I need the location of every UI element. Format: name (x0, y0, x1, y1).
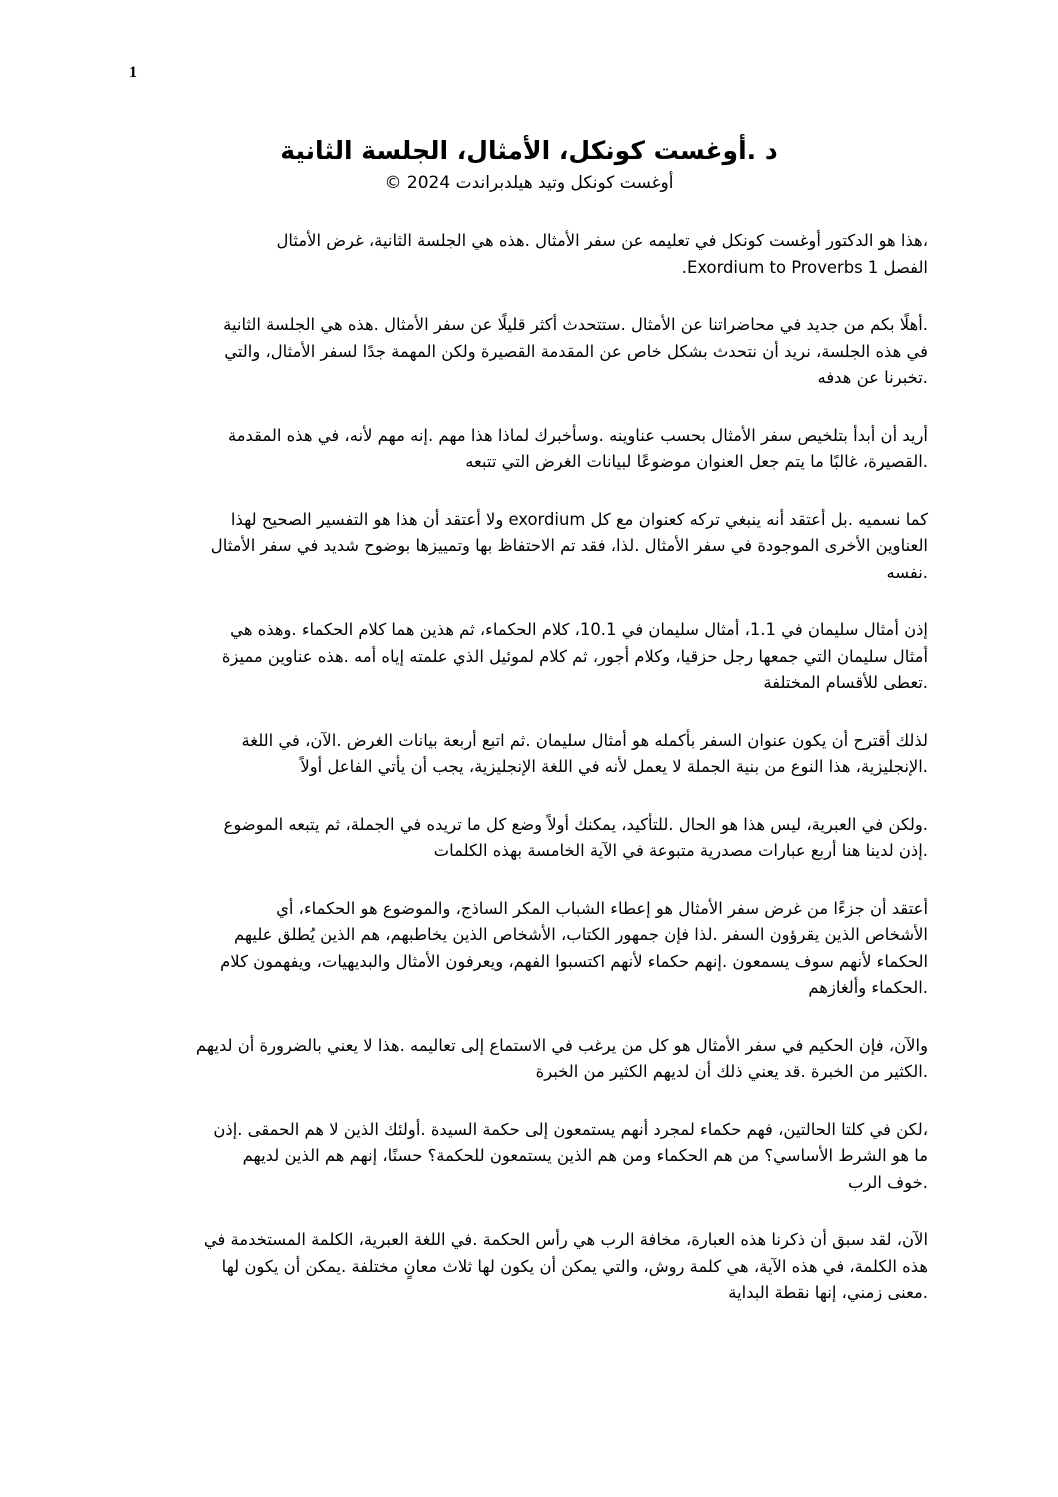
paragraph-line: الحكماء لأنهم سوف يسمعون .إنهم حكماء لأنهم اكتسبوا الفهم، ويعرفون الأمثال والبديهيات، ويفهمون كلام (220, 951, 928, 971)
paragraph (132, 228, 928, 281)
paragraph (132, 507, 928, 587)
paragraph-line: هذه الكلمة، في هذه الآية، هي كلمة روش، والتي يمكن أن يكون لها ثلاث معانٍ مختلفة .يمكن أن يكون لها (221, 1256, 928, 1276)
paragraph-line: العناوين الأخرى الموجودة في سفر الأمثال .لذا، فقد تم الاحتفاظ بها وتمييزها بوضوح شديد في سفر الأمثال (210, 536, 928, 555)
copyright-line: أوغست كونكل وتيد هيلدبراندت 2024 © (384, 173, 674, 193)
page-number: 1 (129, 64, 137, 81)
paragraph-line: .تخبرنا عن هدفه (817, 368, 928, 387)
paragraph-line: لذلك أقترح أن يكون عنوان السفر بأكمله هو أمثال سليمان .ثم اتبع أربعة بيانات الغرض .الآن، في اللغة (241, 730, 928, 750)
paragraph-line: .ولكن في العبرية، ليس هذا هو الحال .للتأكيد، يمكنك أولاً وضع كل ما تريده في الجملة، ثم يتبعه الموضوع (223, 814, 928, 834)
paragraph-line: .نفسه (886, 562, 928, 582)
paragraph (132, 896, 928, 1002)
paragraph-line: أمثال سليمان التي جمعها رجل حزقيا، وكلام أجور، ثم كلام لموئيل الذي علمته إياه أمه .هذه عناوين مميزة (221, 646, 928, 666)
paragraph (132, 617, 928, 697)
paragraph (132, 312, 928, 392)
paragraph-line: إذن أمثال سليمان في 1.1، أمثال سليمان في 10.1، كلام الحكماء، ثم هذين هما كلام الحكماء .وهذه هي (230, 620, 928, 639)
paragraph-line: .معنى زمني، إنها نقطة البداية (728, 1283, 928, 1302)
paragraph-line: أعتقد أن جزءًا من غرض سفر الأمثال هو إعطاء الشباب المكر الساذج، والموضوع هو الحكماء، أي (276, 898, 928, 918)
paragraph (132, 812, 928, 865)
paragraph (132, 423, 928, 476)
paragraph-line: أريد أن أبدأ بتلخيص سفر الأمثال بحسب عناوينه .وسأخبرك لماذا هذا مهم .إنه مهم لأنه، في هذه المقدمة (227, 425, 928, 445)
document-header (0, 132, 1058, 196)
paragraph-line: .القصيرة، غالبًا ما يتم جعل العنوان موضوعًا لبيانات الغرض التي تتبعه (465, 452, 928, 471)
paragraph-line: .تعطى للأقسام المختلفة (763, 673, 928, 692)
paragraph-line: والآن، فإن الحكيم في سفر الأمثال هو كل من يرغب في الاستماع إلى تعاليمه .هذا لا يعني بالضرورة أن لديهم (195, 1035, 928, 1055)
paragraph-line: .الإنجليزية، هذا النوع من بنية الجملة لا يعمل لأنه في اللغة الإنجليزية، يجب أن يأتي الفاعل أولاً (300, 757, 928, 776)
paragraph (132, 1117, 928, 1197)
paragraph-line: ،هذا هو الدكتور أوغست كونكل في تعليمه عن سفر الأمثال .هذه هي الجلسة الثانية، غرض الأمثال (276, 231, 928, 250)
paragraph-line: الآن، لقد سبق أن ذكرنا هذه العبارة، مخافة الرب هي رأس الحكمة .في اللغة العبرية، الكلمة المستخدمة في (203, 1230, 928, 1249)
paragraph-line: ما هو الشرط الأساسي؟ من هم الحكماء ومن هم الذين يستمعون للحكمة؟ حسنًا، إنهم هم الذين لديهم (242, 1146, 928, 1165)
paragraph-line: .خوف الرب (847, 1172, 928, 1192)
document-title: د .أوغست كونكل، الأمثال، الجلسة الثانية (280, 136, 778, 165)
paragraph (132, 728, 928, 781)
paragraph (132, 1227, 928, 1307)
paragraph-line: ،لكن في كلتا الحالتين، فهم حكماء لمجرد أنهم يستمعون إلى حكمة السيدة .أولئك الذين لا هم الحمقى .إذن (213, 1119, 928, 1139)
paragraph-line: .أهلًا بكم من جديد في محاضراتنا عن الأمثال .ستتحدث أكثر قليلًا عن سفر الأمثال .هذه هي الجلسة الثانية (223, 315, 928, 334)
paragraph-line: .إذن لدينا هنا أربع عبارات مصدرية متبوعة في الآية الخامسة بهذه الكلمات (433, 841, 928, 860)
paragraph-line: الفصل Exordium to Proverbs 1. (681, 257, 928, 277)
paragraph (132, 1033, 928, 1086)
paragraph-line: .الحكماء وألغازهم (808, 978, 928, 997)
document-body (132, 228, 928, 1338)
paragraph-line: .الكثير من الخبرة .قد يعني ذلك أن لديهم الكثير من الخبرة (535, 1062, 928, 1081)
paragraph-line: الأشخاص الذين يقرؤون السفر .لذا فإن جمهور الكتاب، الأشخاص الذين يخاطبهم، هم الذين يُطلق عليهم (233, 925, 928, 944)
paragraph-line: كما نسميه .بل أعتقد أنه ينبغي تركه كعنوان مع كل exordium ولا أعتقد أن هذا هو التفسير الصحيح لهذا (230, 509, 928, 529)
paragraph-line: في هذه الجلسة، نريد أن نتحدث بشكل خاص عن المقدمة القصيرة ولكن المهمة جدًا لسفر الأمثال، والتي (224, 341, 928, 361)
